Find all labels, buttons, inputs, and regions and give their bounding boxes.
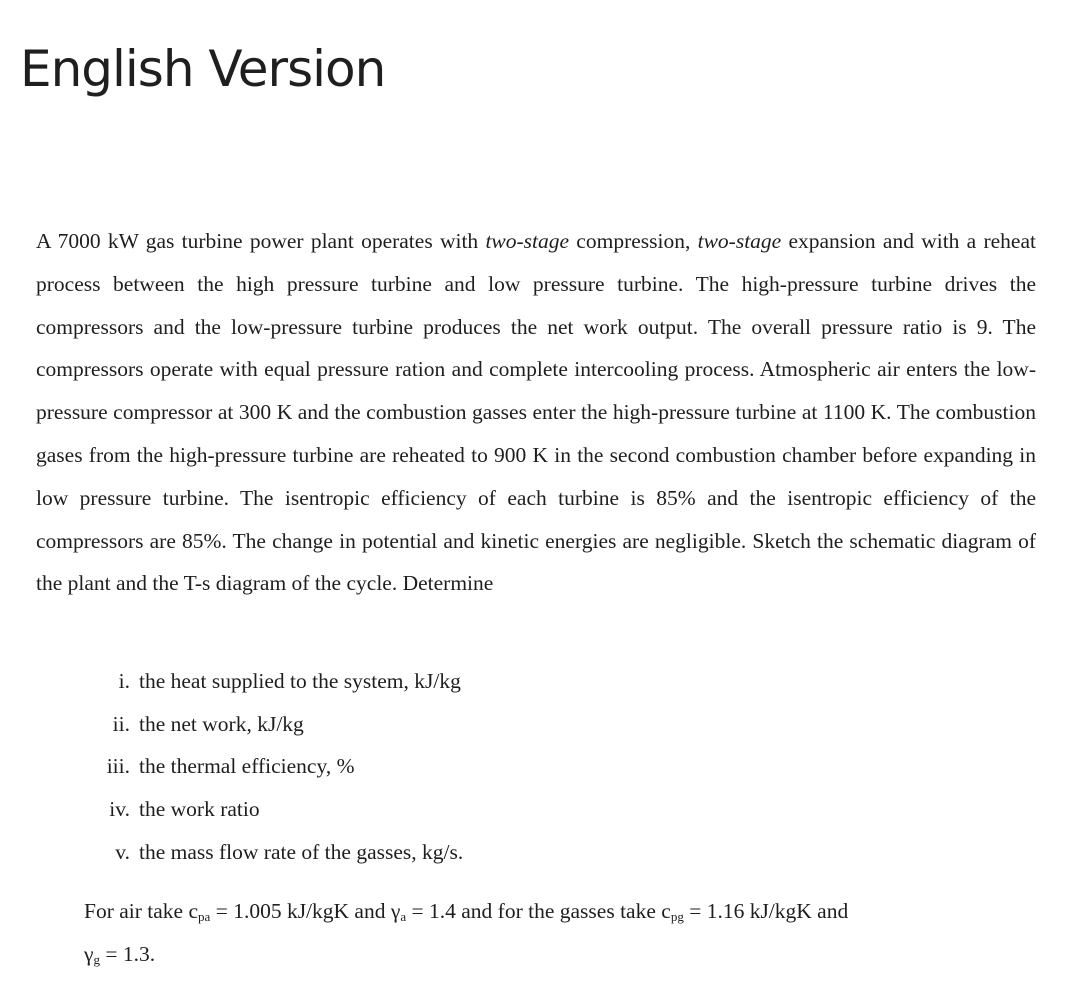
property-subscript: pg xyxy=(670,909,684,924)
property-subscript: pa xyxy=(198,909,211,924)
page-title: English Version xyxy=(20,40,386,98)
list-item-number: iv. xyxy=(109,797,130,822)
list-item-number: iii. xyxy=(106,754,130,779)
property-text: = 1.4 and for the gasses take c xyxy=(406,899,671,923)
list-item xyxy=(80,660,463,703)
list-item xyxy=(80,788,463,831)
list-item xyxy=(80,831,463,874)
property-text: = 1.005 kJ/kgK and γ xyxy=(210,899,401,923)
property-subscript: a xyxy=(400,909,407,924)
list-item xyxy=(80,745,463,788)
problem-statement xyxy=(36,220,1036,605)
list-item-text: the work ratio xyxy=(139,797,260,822)
problem-text-part-1: A 7000 kW gas turbine power plant operates with xyxy=(36,229,486,253)
problem-text-part-2: compression, xyxy=(569,229,698,253)
list-item-number: i. xyxy=(118,669,130,693)
list-item xyxy=(80,703,463,746)
list-item-text: the heat supplied to the system, kJ/kg xyxy=(139,669,461,693)
property-values xyxy=(84,890,1044,976)
problem-emphasis-compression: two-stage xyxy=(485,229,570,253)
property-text: For air take c xyxy=(84,899,199,923)
list-item-number: ii. xyxy=(112,711,130,736)
task-list xyxy=(80,660,463,873)
list-item-number: v. xyxy=(115,839,130,864)
list-item-text: the thermal efficiency, % xyxy=(139,754,355,779)
problem-emphasis-expansion: two-stage xyxy=(697,229,782,253)
property-text: = 1.16 kJ/kgK and xyxy=(683,899,849,923)
property-text: = 1.3. xyxy=(100,941,156,966)
list-item-text: the mass flow rate of the gasses, kg/s. xyxy=(139,839,464,864)
property-text: γ xyxy=(84,941,94,966)
problem-text-part-3: expansion and with a reheat process between the high pressure turbine and low pressure turbine. The high-pressure turbine drives the compressors and the low-pressure turbine produces the net work output. The overall pressure ratio is 9. The compressors operate with equal pressure ration and complete intercooling process. Atmospheric air enters the low-pressure compressor at 300 K and the combustion gasses enter the high-pressure turbine at 1100 K. The combustion gases from the high-pressure turbine are reheated to 900 K in the second combustion chamber before expanding in low pressure turbine. The isentropic efficiency of each turbine is 85% and the isentropic efficiency of the compressors are 85%. The change in potential and kinetic energies are negligible. Sketch the schematic diagram of the plant and the T-s diagram of the cycle. Determine xyxy=(36,229,1036,596)
list-item-text: the net work, kJ/kg xyxy=(139,711,304,736)
property-subscript: g xyxy=(93,951,101,967)
